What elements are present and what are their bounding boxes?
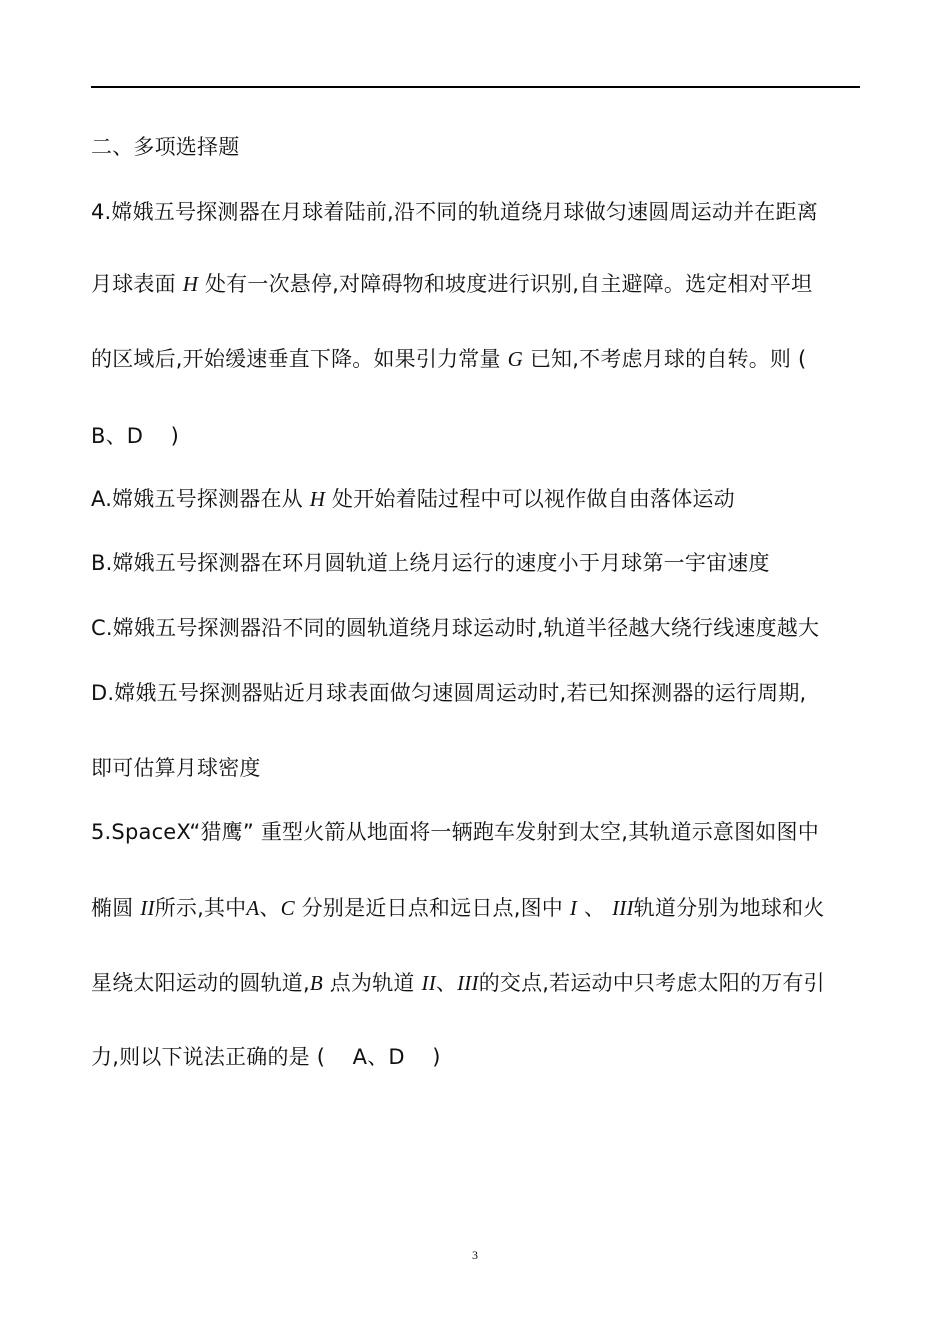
q5-line-4: 力,则以下说法正确的是 ( A、D ) (91, 1045, 441, 1069)
q4-line-3 (91, 345, 806, 373)
q4-option-a-text-post: 处开始着陆过程中可以视作做自由落体运动 (332, 487, 735, 511)
q4-line-2 (91, 270, 812, 298)
q5-line-2-text-b: 所示,其中 (154, 896, 247, 920)
q4-option-b: B.嫦娥五号探测器在环月圆轨道上绕月运行的速度小于月球第一宇宙速度 (91, 551, 770, 575)
q5-symbol-A: A (246, 896, 260, 920)
q5-line-3-text-b: 点为轨道 (329, 971, 415, 995)
q4-option-a-symbol-H: H (309, 487, 326, 511)
q4-option-d-line-1: D.嫦娥五号探测器贴近月球表面做匀速圆周运动时,若已知探测器的运行周期, (91, 681, 807, 705)
q4-option-a-text-pre: A.嫦娥五号探测器在从 (91, 487, 303, 511)
q4-line-3-text-a: 的区域后,开始缓速垂直下降。如果引力常量 (91, 347, 501, 371)
q4-option-d-line-2: 即可估算月球密度 (91, 756, 261, 780)
section-heading: 二、多项选择题 (91, 135, 240, 159)
q5-line-3 (91, 969, 825, 997)
page-number: 3 (472, 1248, 478, 1262)
q4-answer: B、D ) (91, 424, 180, 448)
q5-line-1: 5.SpaceX“猎鹰” 重型火箭从地面将一辆跑车发射到太空,其轨道示意图如图中 (91, 820, 819, 844)
q5-symbol-C: C (280, 896, 295, 920)
q5-line-2-text-e: 、 (583, 896, 606, 920)
q4-option-a (91, 485, 735, 513)
q4-line-2-text-b: 处有一次悬停,对障碍物和坡度进行识别,自主避障。选定相对平坦 (204, 272, 813, 296)
header-rule (91, 86, 860, 88)
q5-line-2 (91, 894, 824, 922)
q5-line-3-text-d: 的交点,若运动中只考虑太阳的万有引 (478, 971, 825, 995)
q5-line-2-text-f: 轨道分别为地球和火 (633, 896, 825, 920)
q4-line-3-text-b: 已知,不考虑月球的自转。则 ( (529, 347, 807, 371)
q4-line-1: 4.嫦娥五号探测器在月球着陆前,沿不同的轨道绕月球做匀速圆周运动并在距离 (91, 200, 818, 224)
q5-line-2-text-c: 、 (259, 896, 281, 920)
q4-symbol-H: H (182, 272, 199, 296)
q5-line-3-symbol-orbit-II: II (421, 971, 436, 995)
q5-line-3-text-c: 、 (435, 971, 458, 995)
q5-line-2-text-a: 椭圆 (91, 896, 134, 920)
q5-line-2-text-d: 分别是近日点和远日点,图中 (301, 896, 563, 920)
q5-symbol-orbit-III: III (612, 896, 634, 920)
q5-line-3-symbol-orbit-III: III (457, 971, 479, 995)
q5-symbol-B: B (309, 971, 323, 995)
q4-symbol-G: G (507, 347, 523, 371)
q5-line-3-text-a: 星绕太阳运动的圆轨道, (91, 971, 310, 995)
q4-option-c: C.嫦娥五号探测器沿不同的圆轨道绕月球运动时,轨道半径越大绕行线速度越大 (91, 616, 820, 640)
q4-line-2-text-a: 月球表面 (91, 272, 176, 296)
q5-symbol-orbit-II: II (140, 896, 155, 920)
q5-symbol-orbit-I: I (569, 896, 578, 920)
